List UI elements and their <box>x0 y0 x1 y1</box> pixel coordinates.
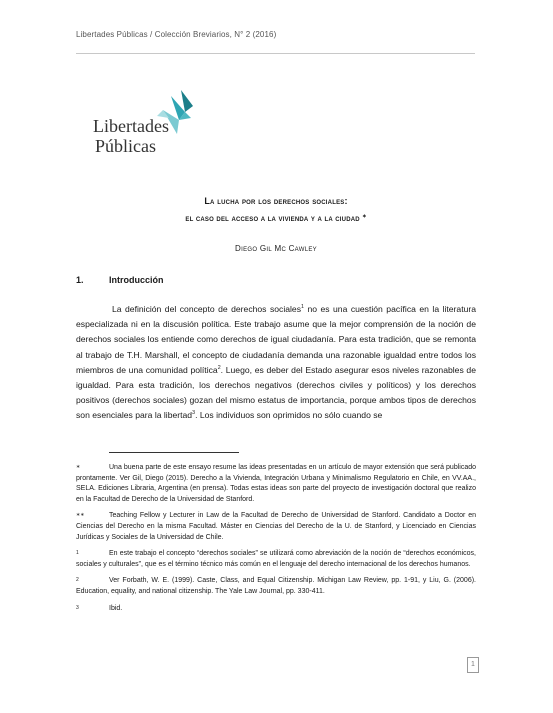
footnote-text: Ver Forbath, W. E. (1999). Caste, Class, and Equal Citizenship. Michigan Law Review, pp. 1-91, y Liu, G. (2006). Education, equality, and national citizenship. The Yale Law Journal, pp. 330-411. <box>76 577 476 595</box>
paragraph-part-3: . Luego, es deber del Estado asegurar esos niveles razonables de igualdad. Para esta tradición, los derechos negativos (derechos civiles y políticos) y los derechos positivos (derechos sociales) gozan del mismo estatus de importancia, porque ambos tipos de derechos son esenciales para la libertad <box>76 364 476 421</box>
running-header: Libertades Públicas / Colección Breviarios, N° 2 (2016) <box>76 30 277 39</box>
journal-logo <box>93 90 213 170</box>
footnote-text: Una buena parte de este ensayo resume las ideas presentadas en un artículo de mayor extensión que será publicado prontamente. Ver Gil, Diego (2015). Derecho a la Vivienda, Integración Urbana y Minimalismo Regulatorio en Chile, en VV.AA., SELA. Ediciones Libraria, Argentina (en prensa). Todas estas ideas son parte del proyecto de investigación doctoral que realizo en la Facultad de Derecho de la Universidad de Stanford. <box>76 464 476 503</box>
footnote <box>76 549 476 570</box>
footnote <box>76 511 476 543</box>
footnote-mark: ∗ <box>76 464 81 470</box>
body-paragraph <box>76 302 476 424</box>
footnote-text: En este trabajo el concepto “derechos sociales” se utilizará como abreviación de la noción de “derechos económicos, sociales y culturales”, que es el término técnico más común en el lenguaje del derecho internacional de los derechos humanos. <box>76 550 476 568</box>
article-subtitle-text: el caso del acceso a la vivienda y a la ciudad <box>185 214 360 223</box>
footnote-separator <box>109 452 239 453</box>
footnote-ref-3[interactable]: 3 <box>192 410 196 417</box>
footnote-mark: 1 <box>76 550 79 557</box>
footnotes <box>76 463 476 620</box>
paragraph-part-2: no es una cuestión pacífica en la literatura especializada ni en la discusión política. Este trabajo asume que la mejor comprensión de la noción de derechos sociales los entiende como derechos de igual ciudadanía. Para esta tradición, que se remonta al trabajo de T.H. Marshall, el concepto de ciudadanía demanda una razonable igualdad entre todos los miembros de una comunidad política <box>76 304 477 375</box>
section-title: Introducción <box>109 275 164 285</box>
footnote-mark: 3 <box>76 604 79 611</box>
section-number: 1. <box>76 275 84 285</box>
logo-text-line2: Públicas <box>95 136 156 156</box>
paragraph-part-4: . Los individuos son oprimidos no sólo cuando se <box>195 410 383 421</box>
footnote <box>76 463 476 505</box>
footnote-ref-2[interactable]: 2 <box>217 364 221 371</box>
footnote-text: Ibid. <box>109 604 123 612</box>
article-author: Diego Gil Mc Cawley <box>235 244 317 253</box>
article-subtitle <box>76 214 476 223</box>
footnote-text: Teaching Fellow y Lecturer in Law de la Facultad de Derecho de Universidad de Stanford. Candidato a Doctor en Ciencias del Derecho en la misma Facultad. Máster en Ciencias del Derecho de la U. de Stanford, y Licenciado en Ciencias Jurídicas y Sociales de la Universidad de Chile. <box>76 512 476 541</box>
article-title: La lucha por los derechos sociales: <box>204 196 348 206</box>
header-divider <box>76 53 475 54</box>
page-number: 1 <box>467 657 479 673</box>
footnote-mark: 2 <box>76 577 79 584</box>
footnote <box>76 576 476 597</box>
subtitle-footnote-mark: ∗ <box>362 214 367 220</box>
footnote-ref-1[interactable]: 1 <box>301 304 304 311</box>
logo-text-line1: Libertades <box>93 116 169 136</box>
footnote <box>76 604 476 615</box>
footnote-mark: ∗∗ <box>76 512 85 519</box>
paragraph-part-1: La definición del concepto de derechos sociales <box>112 304 301 314</box>
